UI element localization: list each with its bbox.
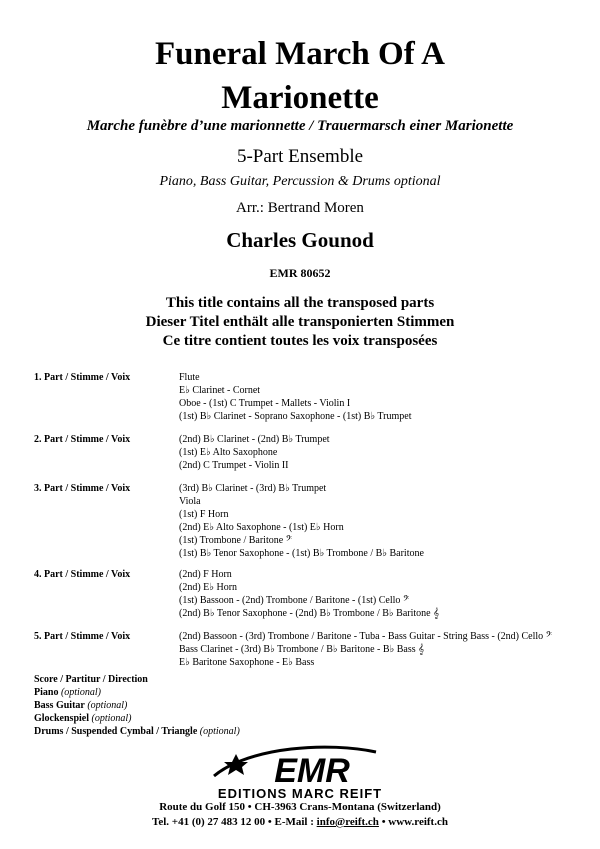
email-link[interactable]: info@reift.ch [316, 816, 379, 828]
part-5-label: 5. Part / Stimme / Voix [34, 631, 131, 642]
part-line: Flute [179, 372, 200, 383]
part-2-instruments [179, 433, 330, 472]
part-line: (2nd) E♭ Horn [179, 582, 238, 593]
part-4-instruments [179, 568, 439, 620]
part-3-instruments [179, 482, 424, 560]
optional-tag: (optional) [91, 713, 132, 724]
glockenspiel-label: Glockenspiel [34, 713, 90, 724]
part-line: (2nd) Bassoon - (3rd) Trombone / Baritone - Tuba - Bass Guitar - String Bass - (2nd) Cello 𝄢 [179, 631, 553, 642]
part-2-label: 2. Part / Stimme / Voix [34, 434, 131, 445]
notice-french: Ce titre contient toutes les voix transposées [162, 333, 438, 349]
part-line: (2nd) C Trumpet - Violin II [179, 460, 289, 471]
additional-parts [34, 673, 240, 738]
glockenspiel-line [34, 712, 240, 725]
part-line: (1st) B♭ Tenor Saxophone - (1st) B♭ Trombone / B♭ Baritone [179, 548, 424, 559]
part-4-label: 4. Part / Stimme / Voix [34, 569, 131, 580]
publisher-tel: Tel. +41 (0) 27 483 12 00 • E-Mail : [152, 816, 317, 828]
publisher-tel-line [0, 815, 600, 830]
part-line: (1st) B♭ Clarinet - Soprano Saxophone - (1st) B♭ Trumpet [179, 411, 412, 422]
drums-label: Drums / Suspended Cymbal / Triangle [34, 726, 198, 737]
part-5-instruments [179, 630, 552, 669]
logo-text: EMR [274, 752, 350, 790]
publisher-contact [0, 800, 600, 830]
part-1-label: 1. Part / Stimme / Voix [34, 372, 131, 383]
title-line-2: Marionette [221, 80, 379, 116]
subtitle: Marche funèbre d’une marionnette / Trauermarsch einer Marionette [86, 118, 514, 134]
part-line: E♭ Clarinet - Cornet [179, 385, 261, 396]
part-3-label: 3. Part / Stimme / Voix [34, 483, 131, 494]
website-link[interactable]: • www.reift.ch [378, 816, 448, 828]
part-line: (2nd) F Horn [179, 569, 232, 580]
part-line: Bass Clarinet - (3rd) B♭ Trombone / B♭ Baritone - B♭ Bass 𝄞 [179, 644, 425, 655]
emr-logo [200, 740, 400, 800]
part-line: Viola [179, 496, 201, 507]
star-icon [224, 754, 248, 775]
publisher-address: Route du Golf 150 • CH-3963 Crans-Montana (Switzerland) [159, 801, 441, 813]
bass-guitar-label: Bass Guitar [34, 700, 85, 711]
part-line: (1st) Trombone / Baritone 𝄢 [179, 535, 293, 546]
title-line-1: Funeral March Of A [155, 36, 445, 72]
notice-english: This title contains all the transposed parts [165, 295, 435, 311]
part-line: (3rd) B♭ Clarinet - (3rd) B♭ Trumpet [179, 483, 327, 494]
part-line: (1st) Bassoon - (2nd) Trombone / Baritone - (1st) Cello 𝄢 [179, 595, 410, 606]
drums-line [34, 725, 240, 738]
optional-instruments: Piano, Bass Guitar, Percussion & Drums optional [159, 174, 441, 189]
optional-tag: (optional) [199, 726, 240, 737]
optional-tag: (optional) [87, 700, 128, 711]
ensemble: 5-Part Ensemble [236, 146, 364, 167]
catalog-number: EMR 80652 [269, 266, 331, 280]
optional-tag: (optional) [60, 687, 101, 698]
part-line: (2nd) B♭ Tenor Saxophone - (2nd) B♭ Trombone / B♭ Baritone 𝄞 [179, 608, 439, 619]
notice-german: Dieser Titel enthält alle transponierten Stimmen [145, 314, 455, 330]
composer: Charles Gounod [226, 228, 374, 252]
part-line: Oboe - (1st) C Trumpet - Mallets - Violin I [179, 398, 351, 409]
part-line: E♭ Baritone Saxophone - E♭ Bass [179, 657, 315, 668]
part-line: (2nd) B♭ Clarinet - (2nd) B♭ Trumpet [179, 434, 330, 445]
publisher-name: EDITIONS MARC REIFT [217, 786, 383, 800]
piano-label: Piano [34, 687, 59, 698]
score-line: Score / Partitur / Direction [34, 674, 148, 685]
bass-guitar-line [34, 699, 240, 712]
arranger: Arr.: Bertrand Moren [236, 200, 364, 216]
part-line: (1st) F Horn [179, 509, 229, 520]
part-line: (1st) E♭ Alto Saxophone [179, 447, 278, 458]
part-1-instruments [179, 371, 411, 423]
piano-line [34, 686, 240, 699]
part-line: (2nd) E♭ Alto Saxophone - (1st) E♭ Horn [179, 522, 344, 533]
